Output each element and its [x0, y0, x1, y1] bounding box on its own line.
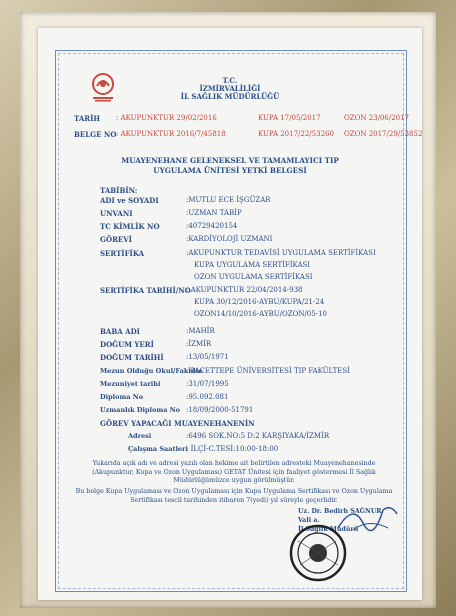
document-title: MUAYENEHANE GELENEKSEL VE TAMAMLAYICI TIP UYGULAMA ÜNİTESİ YETKİ BELGESİ — [121, 156, 339, 175]
baba-label: BABA ADI — [100, 327, 140, 336]
sertifika-label: SERTİFİKA — [100, 249, 145, 258]
okul-label: Mezun Olduğu Okul/Fakülte — [100, 367, 203, 375]
belge-label: BELGE NO — [74, 130, 117, 139]
unvan-value: :UZMAN TABİP — [186, 209, 242, 217]
certificate-document — [38, 28, 422, 600]
tarih-label: TARİH — [74, 114, 100, 123]
okul-value: :HACETTEPE ÜNİVERSİTESİ TIP FAKÜLTESİ — [186, 367, 350, 375]
footer-paragraph-2: Bu belge Kupa Uygulaması ve Ozon Uygulaması için Kupa Uygulama Sertifikası ve Ozon Uygulama Sertifikası tescil tarihinden itibaren 7(yedi) yıl süreyle geçerlidir. — [75, 488, 393, 504]
sertifika-value-2: KUPA UYGULAMA SERTİFİKASI — [194, 261, 311, 269]
header-tc: T.C. — [222, 76, 238, 85]
unvan-label: UNVANI — [100, 209, 133, 218]
tarih-kupa: KUPA 17/05/2017 — [258, 114, 321, 122]
sertifika-tarih-1: : AKUPUNKTUR 22/04/2014-938 — [186, 286, 303, 294]
gorev-yeri-heading: GÖREV YAPACAĞI MUAYENEHANENİN — [100, 419, 255, 428]
tarih-ozon: OZON 23/06/2017 — [344, 114, 410, 122]
footer-paragraph-1: Yukarıda açık adı ve adresi yazılı olan hekime ait belirtilen adresteki Muayenehanesinde (Akupunktur, Kupa ve Ozon Uygulaması) GETAT Ünitesi için faaliyet göstermesi İl Sağlık Müdürlüğümüzce uygun görülmüştür. — [92, 460, 376, 484]
signer-title-2: İl Sağlık Müdürü — [298, 526, 359, 533]
diploma-label: Diploma No — [100, 393, 144, 401]
tarih-akupunktur: : AKUPUNKTUR 29/02/2016 — [116, 114, 217, 122]
adres-label: Adresi — [128, 432, 152, 440]
dogum-yeri-label: DOĞUM YERİ — [100, 340, 154, 349]
sertifika-value-3: OZON UYGULAMA SERTİFİKASI — [194, 273, 313, 281]
dogum-tarihi-value: :13/05/1971 — [186, 353, 229, 361]
sertifika-value-1: :AKUPUNKTUR TEDAVİSİ UYGULAMA SERTİFİKASI — [186, 249, 376, 257]
belge-akupunktur: : AKUPUNKTUR 2016/7/45818 — [116, 130, 226, 138]
diploma-value: :95.092.081 — [186, 393, 229, 401]
header-valilik: İZMİRVALİLİĞİ — [199, 84, 261, 93]
baba-value: :MAHİR — [186, 327, 215, 335]
sertifika-tarih-3: OZON14/10/2016-AYBU/OZON/05-10 — [194, 310, 327, 318]
signer-title-1: Vali a. — [298, 517, 320, 524]
adres-value: :6496 SOK.NO:5 D:2 KARŞIYAKA/İZMİR — [186, 432, 330, 440]
adi-value: :MUTLU ECE İŞGÜZAR — [186, 196, 271, 204]
header-mudurluk: İL SAĞLIK MÜDÜRLÜĞÜ — [180, 92, 280, 101]
tc-label: TC KİMLİK NO — [100, 222, 160, 231]
belge-ozon: OZON 2017/29/53852 — [344, 130, 422, 138]
tc-value: :40729420154 — [186, 222, 238, 230]
signer-name: Uz. Dr. Bedirh SAĞNUR — [298, 508, 382, 515]
calisma-value: : İLÇİ-C.TESİ:10:00-18:00 — [186, 445, 279, 453]
gorev-value: :KARDİYOLOJİ UZMANI — [186, 235, 273, 243]
dogum-tarihi-label: DOĞUM TARİHİ — [100, 353, 164, 362]
belge-kupa: KUPA 2017/22/53260 — [258, 130, 334, 138]
uzmanlik-label: Uzmanlık Diploma No — [100, 406, 180, 414]
sertifika-tarih-label: SERTİFİKA TARİHİ/NO — [100, 286, 191, 295]
adi-label: ADI ve SOYADI — [100, 196, 159, 205]
dogum-yeri-value: :İZMİR — [186, 340, 212, 348]
sertifika-tarih-2: KUPA 30/12/2016-AYBU/KUPA/21-24 — [194, 298, 325, 306]
official-stamp-icon — [288, 523, 348, 583]
uzmanlik-value: :18/09/2000-51791 — [186, 406, 254, 414]
calisma-label: Çalışma Saatleri — [128, 445, 188, 453]
tabibin-heading: TABİBİN: — [100, 186, 138, 195]
gorev-label: GÖREVİ — [100, 235, 132, 244]
mezuniyet-value: :31/07/1995 — [186, 380, 229, 388]
mezuniyet-label: Mezuniyet tarihi — [100, 380, 161, 388]
